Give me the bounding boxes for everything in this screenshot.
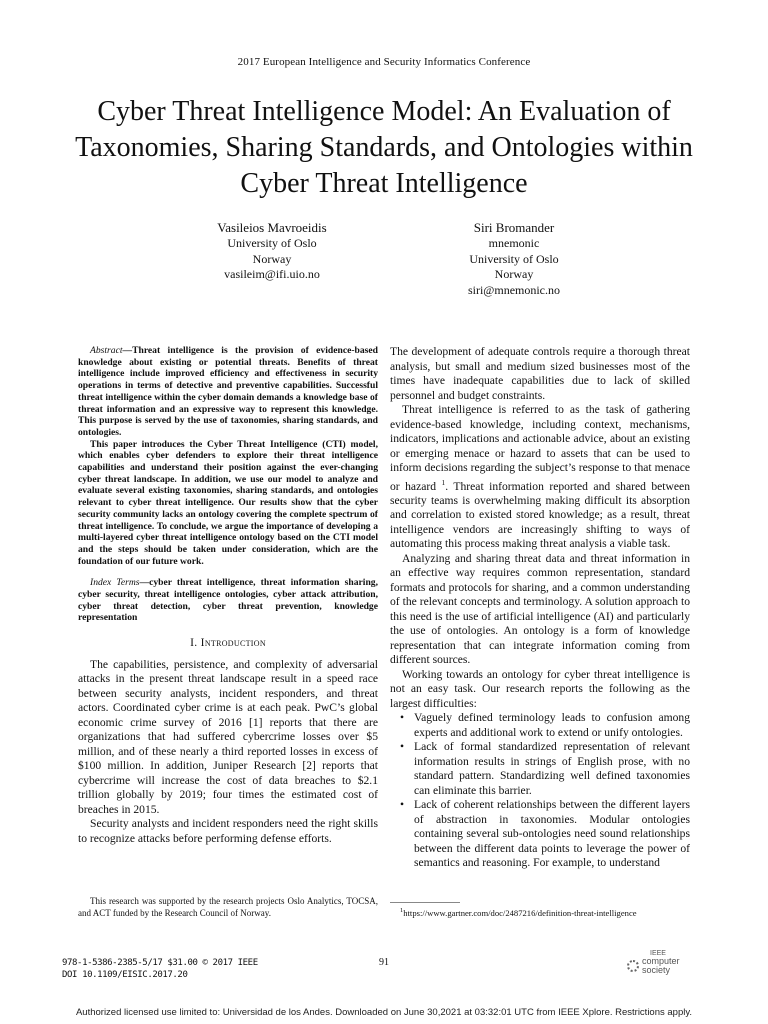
ieee-gear-icon (627, 960, 639, 972)
index-terms (78, 577, 378, 624)
list-item: • Vaguely defined terminology leads to confusion among experts and additional work to extend or unify ontologies. (414, 711, 690, 740)
paper-title: Cyber Threat Intelligence Model: An Evaluation of Taxonomies, Sharing Standards, and Ontologies within Cyber Threat Intelligence (75, 96, 693, 199)
section-heading (78, 636, 378, 651)
body-paragraph: Analyzing and sharing threat data and threat information in an effective way requires common representation, standard formats and protocols for sharing, and a common understanding of the relevant concepts and terminology. A solution approach to this need is the use of artificial intelligence (AI) and particularly the use of ontologies. An ontology is a form of knowledge representation that can integrate information coming from different sources. (390, 551, 690, 667)
footnote-divider (390, 902, 460, 903)
doi-line: DOI 10.1109/EISIC.2017.20 (62, 970, 188, 980)
ieee-computer-society-logo (626, 951, 706, 981)
abstract-text: —Threat intelligence is the provision of evidence-based knowledge about existing or potential threats. Benefits of threat intelligence include improved efficiency and effectiveness in security operations in terms of detective and preventive capabilities. Successful threat intelligence within the cyber domain demands a knowledge base of threat information and an expressive way to represent this knowledge. This purpose is served by the use of taxonomies, sharing standards, and ontologies. (78, 345, 378, 438)
author-block-1 (152, 220, 392, 283)
left-column (78, 345, 378, 846)
body-paragraph: The development of adequate controls require a thorough threat analysis, but small and medium sized businesses most of the times have inadequate capabilities due to lack of skilled personnel and budget constraints. (390, 345, 690, 402)
abstract-paragraph-2: This paper introduces the Cyber Threat Intelligence (CTI) model, which enables cyber defenders to explore their threat intelligence capabilities and understand their position against the ever-changing cyber threat landscape. In addition, we use our model to analyze and evaluate several existing taxonomies, sharing standards, and ontologies relevant to cyber threat intelligence. Our results show that the cyber security community lacks an ontology covering the complete spectrum of threat intelligence. To conclude, we argue the importance of developing a multi-layered cyber threat intelligence ontology based on the CTI model and the steps should be taken under consideration, which are the foundation of our future work. (78, 438, 378, 567)
abstract-paragraph-1 (78, 345, 378, 439)
body-paragraph: The capabilities, persistence, and complexity of adversarial attacks in the present threat landscape result in a speed race between security analysts, incident responders, and threat actors. Coordinated cyber crime is at each peak. PwC’s global economic crime survey of 2016 [1] reports that there are organizations that had suffered cybercrime losses over $5 million, and of these nearly a third reported losses in excess of $100 million. In addition, Juniper Research [2] reports that cybercrime will increase the cost of data breaches to $2.1 trillion globally by 2019; four times the estimated cost of breaches in 2015. (78, 657, 378, 816)
abstract (78, 345, 378, 567)
author-affiliation: University of Oslo (227, 236, 317, 250)
license-footer: Authorized licensed use limited to: Universidad de los Andes. Downloaded on June 30,2021 at 03:32:01 UTC from IEEE Xplore. Restrictions apply. (75, 1007, 693, 1018)
funding-footnote: This research was supported by the research projects Oslo Analytics, TOCSA, and ACT funded by the Research Council of Norway. (78, 896, 378, 918)
paragraph-text: Threat intelligence is referred to as the task of gathering evidence-based knowledge, including context, mechanisms, indicators, implications and actionable advice, about an existing or emerging menace or hazard to assets that can be used to inform decisions regarding the subject’s response to that menace or hazard (390, 403, 690, 493)
author-email: vasileim@ifi.uio.no (224, 267, 320, 281)
paragraph-text: . Threat information reported and shared between security teams is overwhelming making difficult its absorption and correlation to existed stored knowledge; as a result, threat intelligence vendors are increasingly shifting to ways of automating this process making threat analysis a viable task. (390, 479, 690, 551)
author-affiliation: mnemonic (488, 236, 540, 250)
author-block-2 (394, 220, 634, 298)
publication-info (62, 957, 258, 981)
logo-text (642, 957, 680, 975)
section-number: I. (190, 636, 198, 650)
author-affiliation: Norway (252, 251, 292, 266)
list-item: • Lack of formal standardized representation of relevant information results in strings of English prose, with no standard pattern. Standardizing well defined taxonomies can eliminate this barrier. (414, 740, 690, 798)
section-title: Introduction (200, 636, 266, 650)
isbn-line: 978-1-5386-2385-5/17 $31.00 © 2017 IEEE (62, 958, 258, 968)
page-number: 91 (379, 957, 389, 968)
author-name: Siri Bromander (473, 220, 555, 235)
url-footnote (400, 907, 700, 918)
body-paragraph (390, 403, 690, 552)
difficulties-list (390, 711, 690, 871)
intro-body (78, 658, 378, 847)
footnote-number: 1 (400, 907, 404, 914)
conference-header: 2017 European Intelligence and Security Informatics Conference (237, 56, 531, 68)
abstract-lead: Abstract (90, 345, 123, 356)
logo-top-text: IEEE (650, 950, 666, 957)
author-affiliation: University of Oslo (469, 251, 559, 266)
logo-line-1: computer (642, 956, 680, 966)
author-email: siri@mnemonic.no (467, 282, 561, 297)
author-name: Vasileios Mavroeidis (217, 220, 327, 235)
logo-line-2: society (642, 965, 671, 975)
body-paragraph: Security analysts and incident responders need the right skills to recognize attacks before performing defense efforts. (78, 817, 378, 845)
index-terms-lead: Index Terms (90, 577, 140, 589)
footnote-marker: 1 (441, 477, 446, 487)
author-affiliation: Norway (494, 267, 534, 281)
list-item: • Lack of coherent relationships between the different layers of abstraction in taxonomies. Modular ontologies containing several sub-ontologies need sound relationships between the different data points to leverage the power of semantics and reasoning. For example, to understand (414, 798, 690, 871)
right-column (390, 345, 690, 871)
body-paragraph: Working towards an ontology for cyber threat intelligence is not an easy task. Our research reports the following as the largest difficulties: (390, 667, 690, 710)
index-terms-text: —cyber threat intelligence, threat information sharing, cyber security, threat intelligence ontologies, cyber attack attribution, cyber threat detection, cyber threat prevention, knowledge representation (78, 577, 378, 624)
footnote-url: https://www.gartner.com/doc/2487216/definition-threat-intelligence (403, 907, 637, 918)
